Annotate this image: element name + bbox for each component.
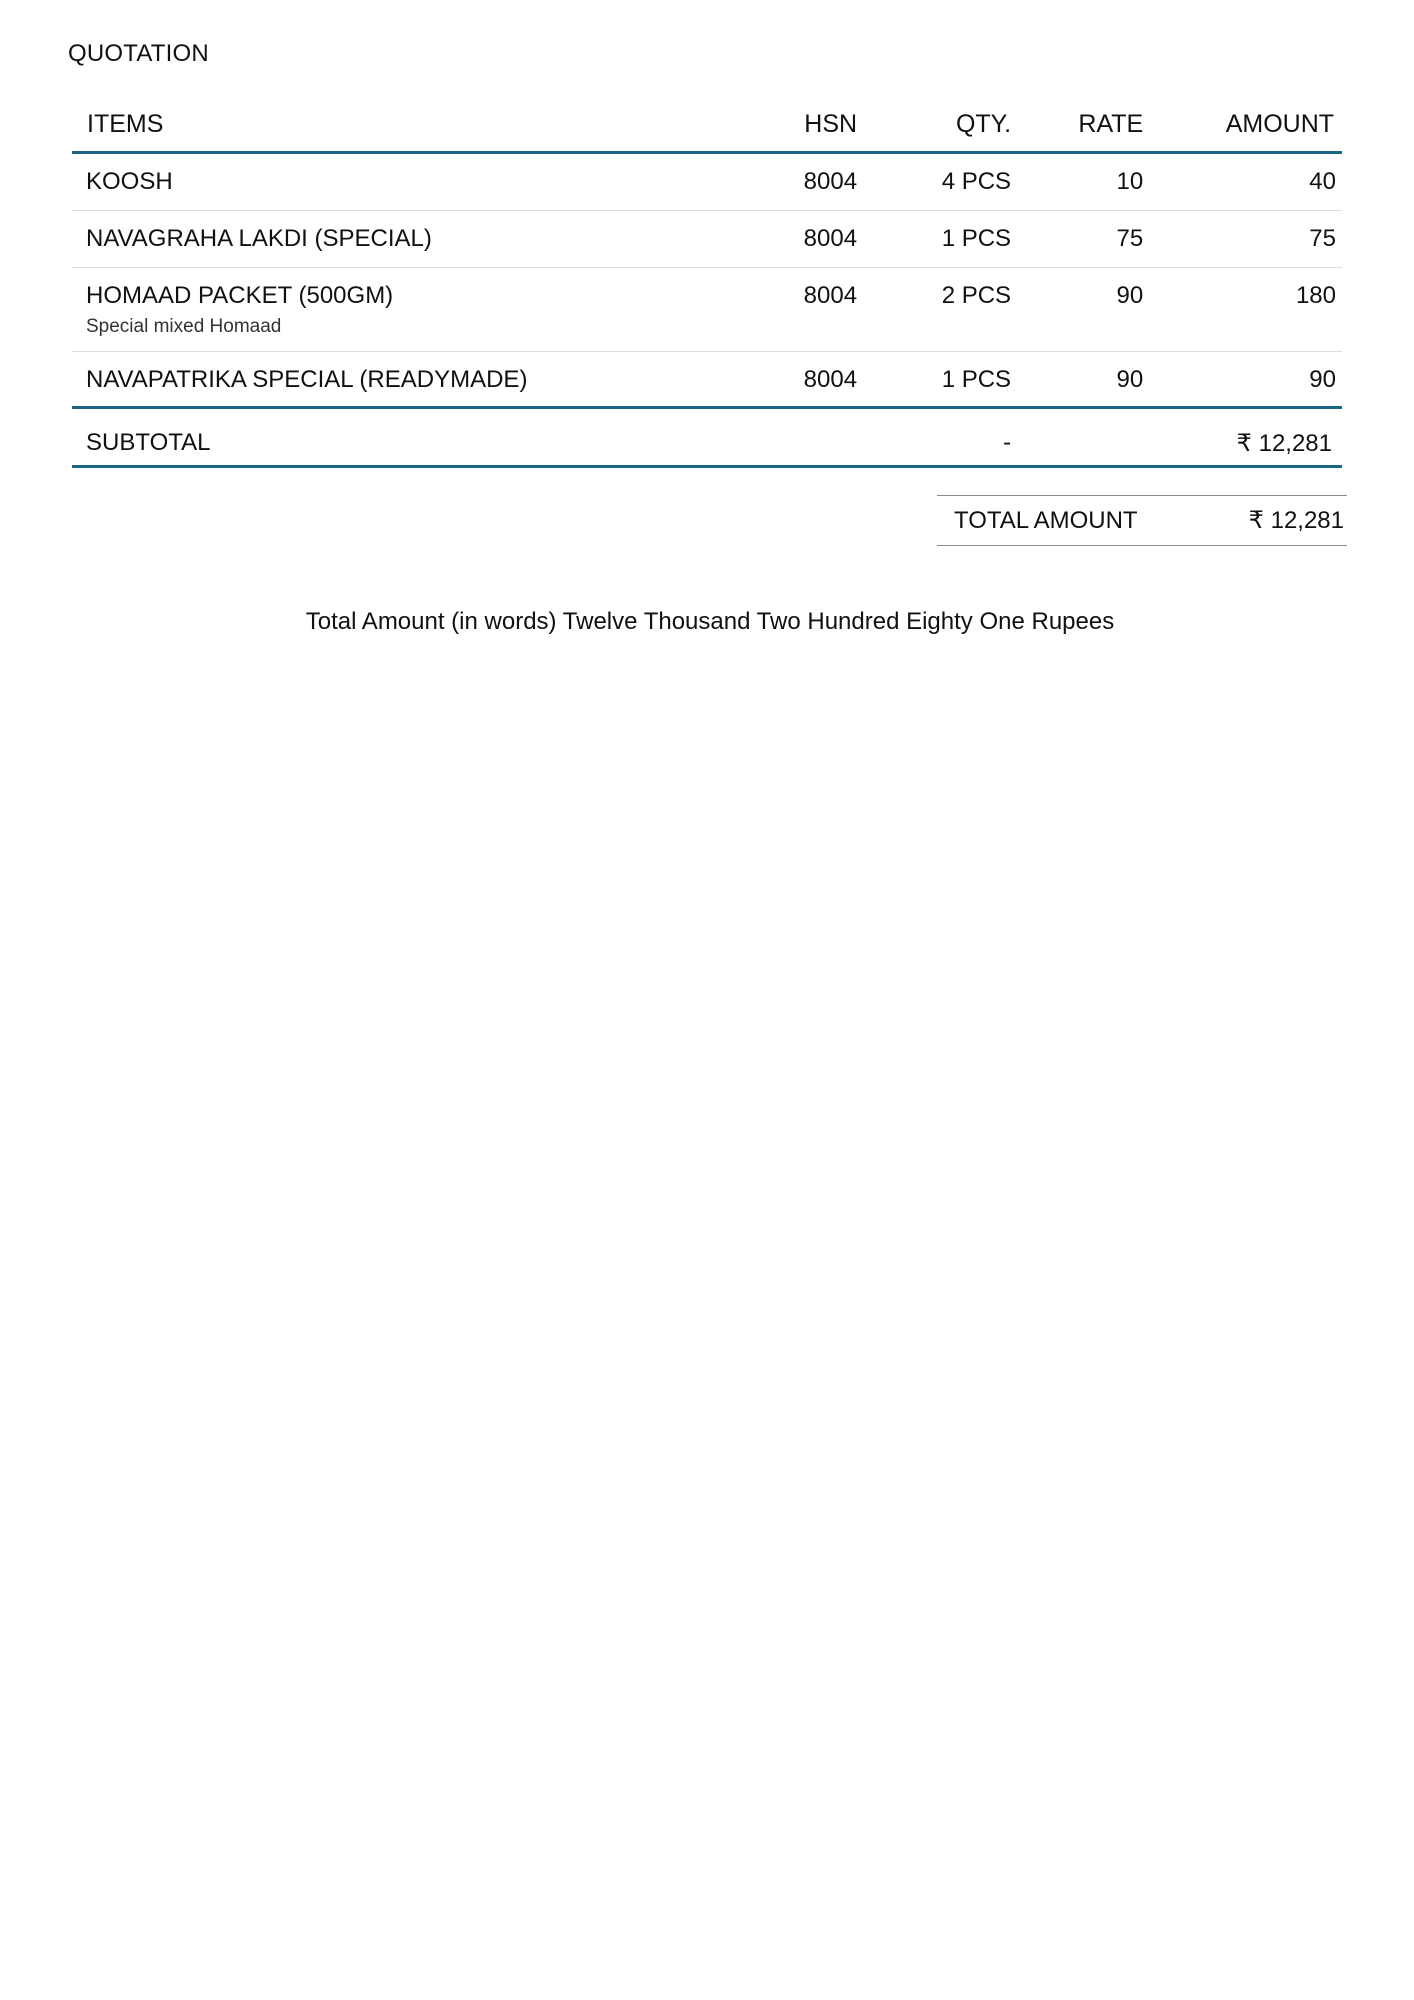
header-items: ITEMS [87,110,164,138]
header-qty: QTY. [955,110,1012,138]
item-hsn: 8004 [803,168,858,195]
item-qty: 1 PCS [941,225,1012,252]
header-hsn: HSN [804,110,858,138]
item-name: HOMAAD PACKET (500GM) [86,282,394,309]
document-title: QUOTATION [68,40,209,67]
table-row [72,268,1342,352]
item-qty: 2 PCS [941,282,1012,309]
item-cell [72,282,748,338]
table-row [72,154,1342,211]
subtotal-row [72,409,1342,468]
total-amount-box [937,495,1347,546]
items-table [72,100,1342,468]
table-row [72,352,1342,409]
item-amount: 40 [1309,168,1336,195]
table-row [72,211,1342,268]
item-rate: 90 [1116,366,1144,393]
item-hsn: 8004 [803,282,858,309]
item-amount: 75 [1309,225,1336,252]
table-header-row [72,100,1342,154]
item-name: NAVAGRAHA LAKDI (SPECIAL) [86,225,432,252]
total-amount-value: ₹ 12,281 [1248,507,1344,534]
total-amount-label: TOTAL AMOUNT [954,506,1138,534]
item-rate: 90 [1116,282,1144,309]
item-hsn: 8004 [803,225,858,252]
item-amount: 90 [1309,366,1336,393]
item-amount: 180 [1295,282,1336,309]
subtotal-label: SUBTOTAL [86,429,211,456]
item-rate: 10 [1116,168,1144,195]
subtotal-qty: - [1003,429,1012,456]
header-amount: AMOUNT [1225,110,1335,138]
item-name: KOOSH [86,168,173,195]
item-name: NAVAPATRIKA SPECIAL (READYMADE) [86,366,528,393]
item-hsn: 8004 [803,366,858,393]
item-qty: 4 PCS [941,168,1012,195]
header-rate: RATE [1078,110,1144,138]
item-qty: 1 PCS [941,366,1012,393]
amount-in-words: Total Amount (in words) Twelve Thousand Two Hundred Eighty One Rupees [305,608,1115,635]
item-description: Special mixed Homaad [86,316,282,337]
subtotal-amount: ₹ 12,281 [1236,430,1332,457]
item-rate: 75 [1116,225,1144,252]
